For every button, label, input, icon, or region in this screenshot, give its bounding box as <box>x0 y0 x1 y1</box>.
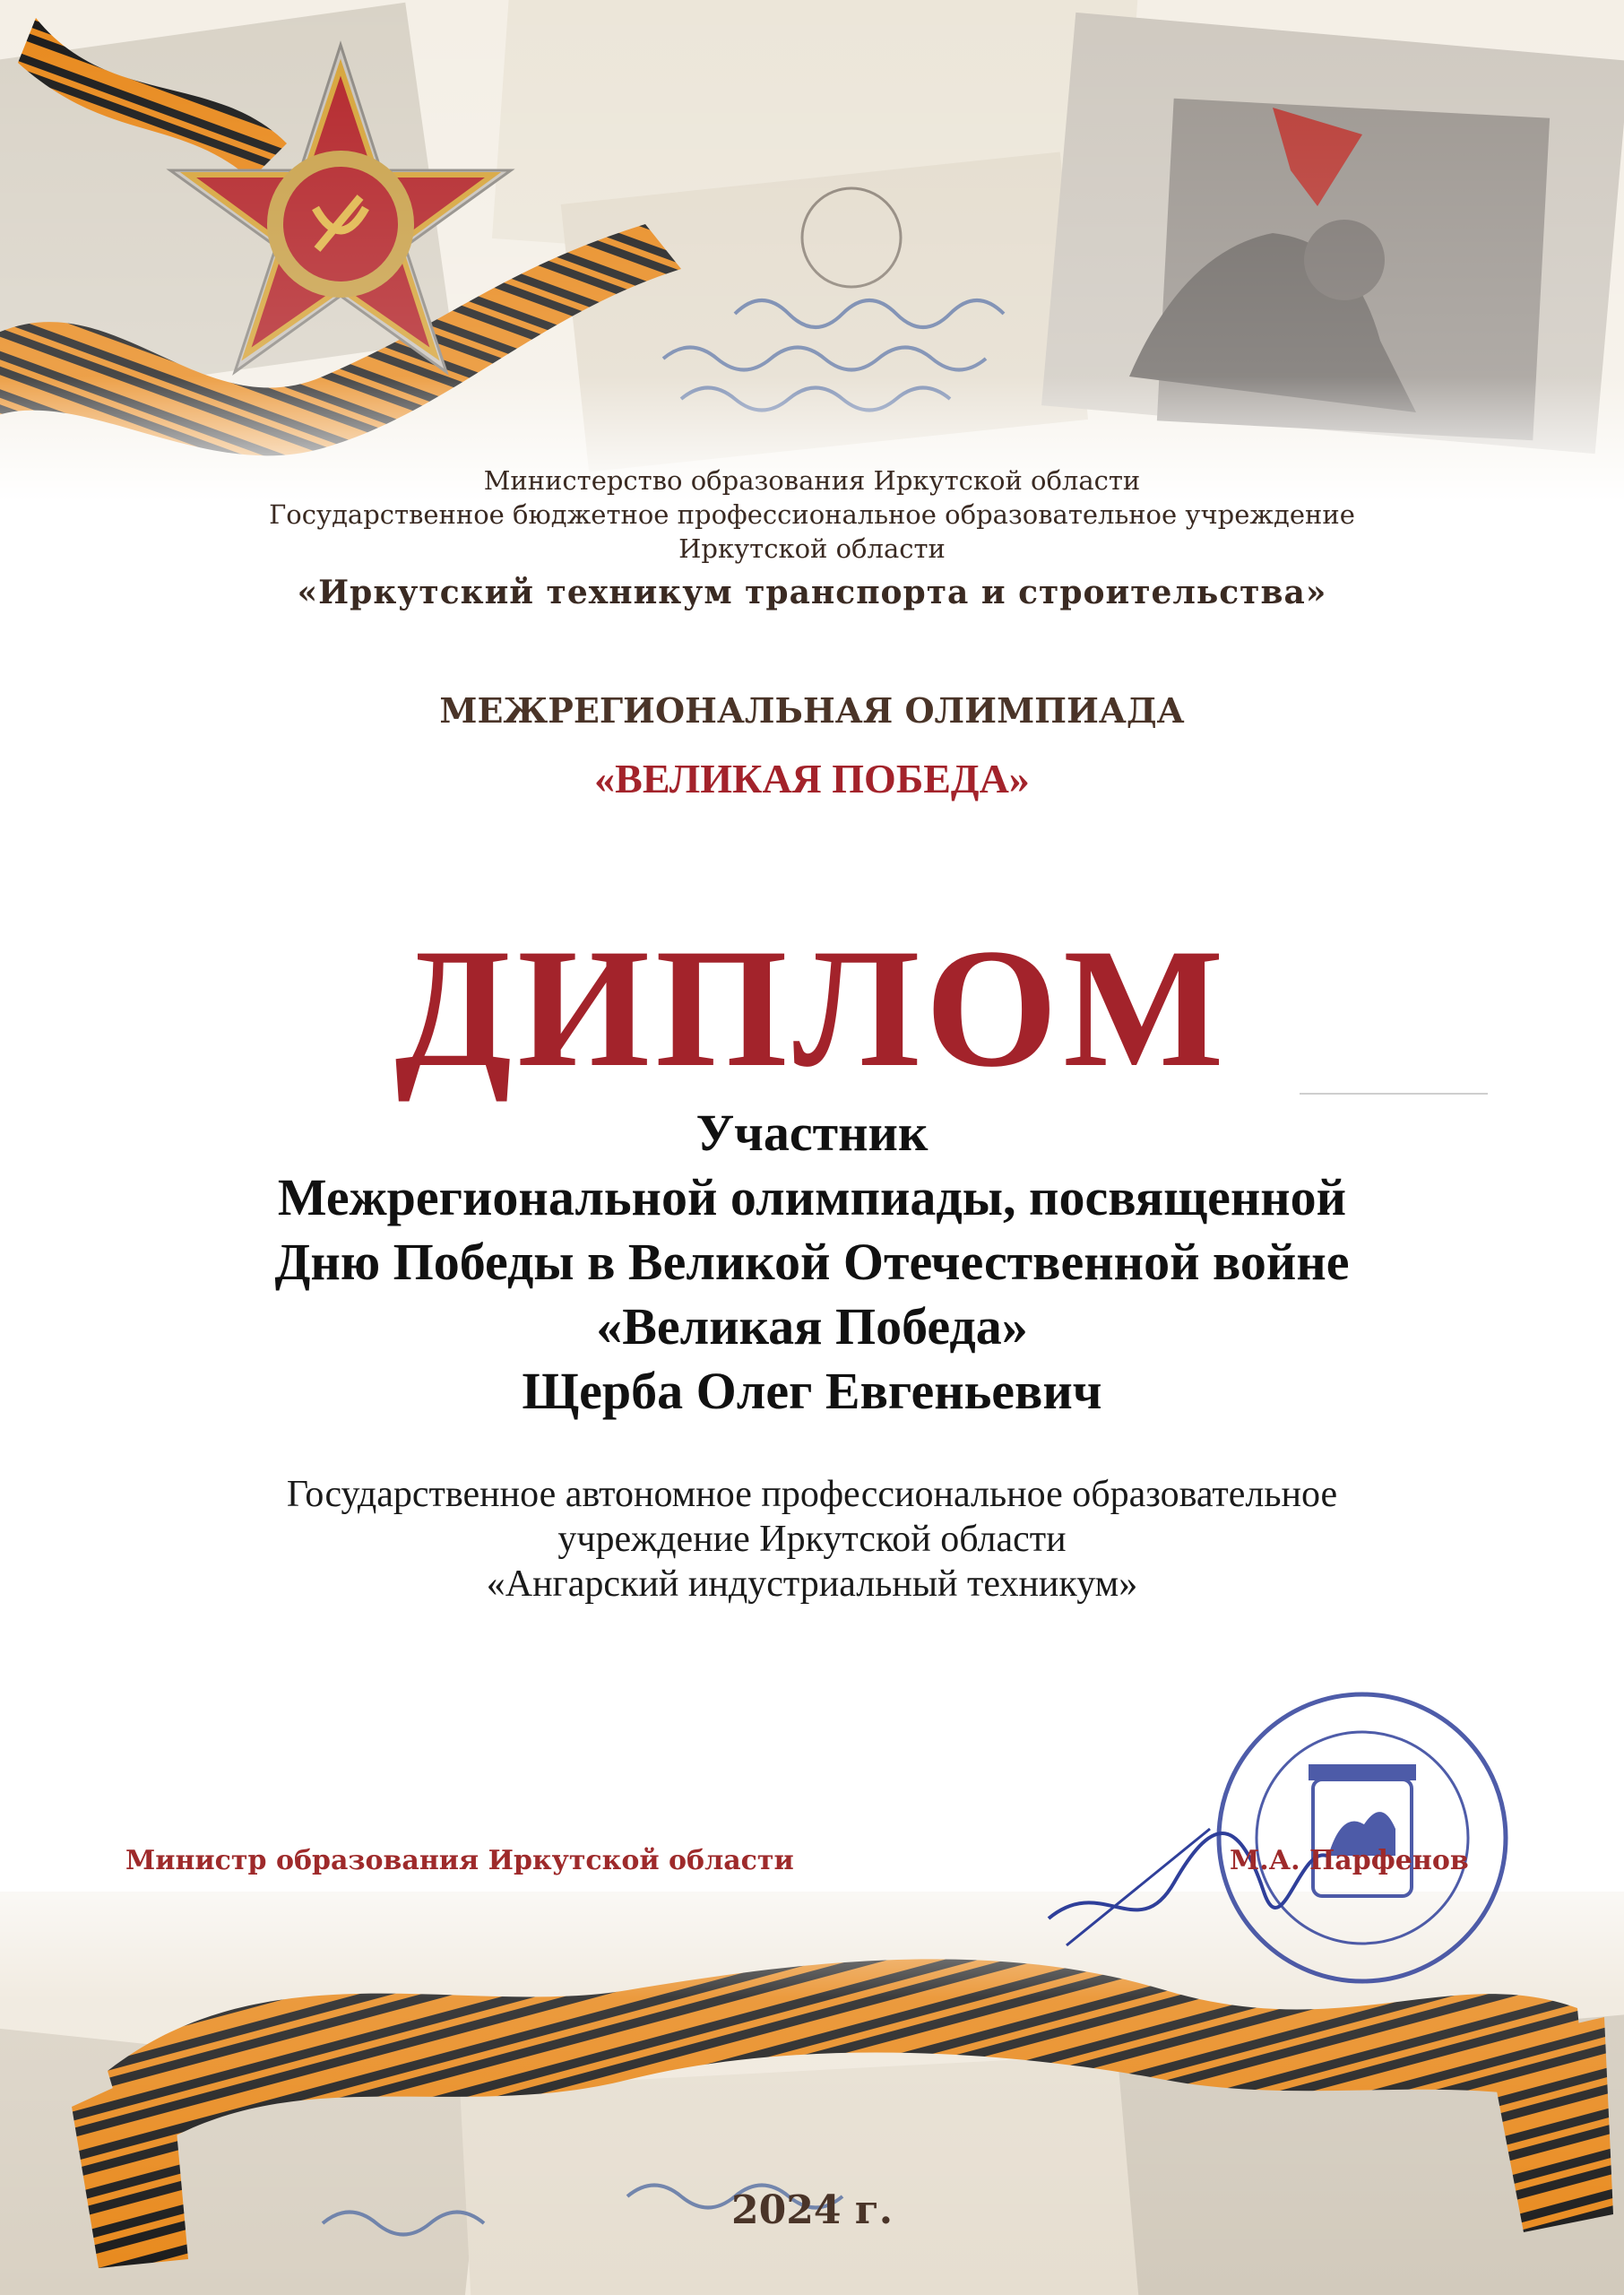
signatory-name: М.А. Парфенов <box>1230 1845 1469 1876</box>
olympiad-kind: МЕЖРЕГИОНАЛЬНАЯ ОЛИМПИАДА <box>439 690 1185 731</box>
recipient-org-3: «Ангарский индустриальный техникум» <box>486 1563 1138 1605</box>
olympiad-description-3: «Великая Победа» <box>596 1297 1028 1355</box>
ministry-header: Министерство образования Иркутской области <box>483 465 1141 496</box>
institution-type: Государственное бюджетное профессиональное образовательное учреждение <box>269 499 1355 530</box>
official-stamp <box>1031 1676 1533 1999</box>
divider-line <box>1300 1093 1488 1095</box>
institution-region: Иркутской области <box>678 533 946 564</box>
top-decoration <box>0 0 1624 502</box>
recipient-org-1: Государственное автономное профессиональное образовательное <box>286 1474 1338 1515</box>
olympiad-description-1: Межрегиональной олимпиады, посвященной <box>277 1168 1347 1226</box>
recipient-org-2: учреждение Иркутской области <box>557 1519 1067 1560</box>
institution-name: «Иркутский техникум транспорта и строительства» <box>297 574 1327 611</box>
diploma-year: 2024 г. <box>730 2187 894 2233</box>
signatory-role: Министр образования Иркутской области <box>125 1845 794 1876</box>
participant-status: Участник <box>695 1104 929 1162</box>
diploma-title: ДИПЛОМ <box>394 914 1230 1103</box>
recipient-name: Щерба Олег Евгеньевич <box>522 1362 1102 1420</box>
olympiad-name: «ВЕЛИКАЯ ПОБЕДА» <box>594 756 1030 801</box>
olympiad-description-2: Дню Победы в Великой Отечественной войне <box>274 1233 1350 1291</box>
